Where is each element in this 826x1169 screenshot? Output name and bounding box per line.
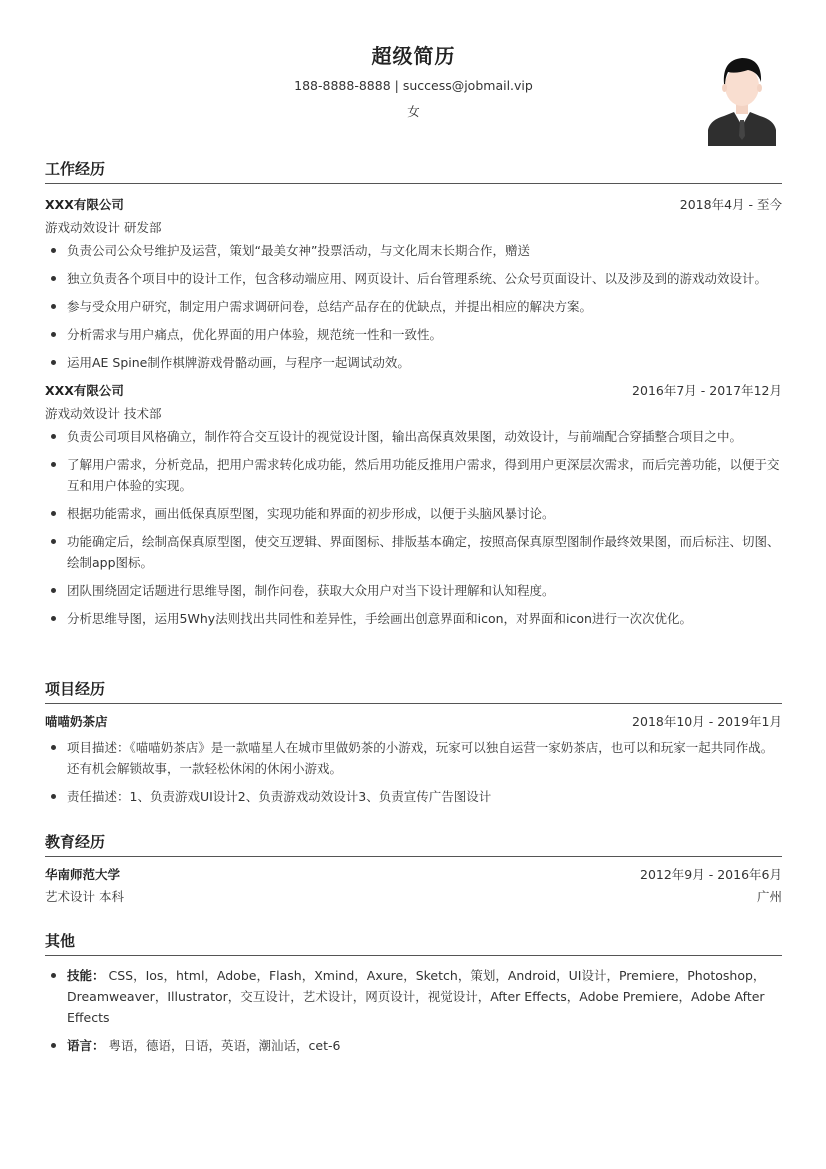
other-list (45, 965, 782, 1056)
work-entry (45, 380, 782, 629)
list-item: 功能确定后，绘制高保真原型图，使交互逻辑、界面图标、排版基本确定，按照高保真原型图制作最终效果图，而后标注、切图、绘制app图标。 (45, 531, 782, 573)
language-value: 粤语，德语，日语，英语，潮汕话，cet-6 (108, 1038, 341, 1053)
list-item: 责任描述：1、负责游戏UI设计2、负责游戏动效设计3、负责宣传广告图设计 (45, 786, 782, 807)
company-name: XXX有限公司 (45, 383, 124, 398)
projects-section-title: 项目经历 (45, 678, 782, 704)
work-bullet-list (45, 426, 782, 629)
contact-info: 188-8888-8888 | success@jobmail.vip (294, 78, 533, 93)
education-section-title: 教育经历 (45, 831, 782, 857)
education-major: 艺术设计 本科 (45, 889, 124, 904)
project-bullet-list (45, 737, 782, 807)
gender: 女 (407, 104, 420, 119)
skills-value: CSS，Ios，html，Adobe，Flash，Xmind，Axure，Sketch，策划，Android，UI设计，Premiere，Photoshop，Dreamweaver，Illustrator，交互设计，艺术设计，网页设计，视觉设计，After Effects，Adobe Premiere，Adobe After Effects (67, 968, 766, 1025)
education-section (45, 831, 782, 908)
education-period: 2012年9月 - 2016年6月 (640, 867, 782, 882)
work-role: 游戏动效设计 技术部 (45, 406, 162, 421)
project-period: 2018年10月 - 2019年1月 (632, 714, 782, 729)
list-item: 分析思维导图，运用5Why法则找出共同性和差异性，手绘画出创意界面和icon，对界面和icon进行一次次优化。 (45, 608, 782, 629)
list-item: 根据功能需求，画出低保真原型图，实现功能和界面的初步形成，以便于头脑风暴讨论。 (45, 503, 782, 524)
work-role: 游戏动效设计 研发部 (45, 220, 162, 235)
education-entry (45, 864, 782, 908)
list-item: 运用AE Spine制作棋牌游戏骨骼动画，与程序一起调试动效。 (45, 352, 782, 373)
list-item: 独立负责各个项目中的设计工作，包含移动端应用、网页设计、后台管理系统、公众号页面设计、以及涉及到的游戏动效设计。 (45, 268, 782, 289)
language-item (45, 1035, 782, 1056)
project-entry (45, 711, 782, 807)
school-name: 华南师范大学 (45, 867, 121, 882)
work-period: 2016年7月 - 2017年12月 (632, 383, 782, 398)
project-name: 喵喵奶茶店 (45, 714, 108, 729)
work-section-title: 工作经历 (45, 158, 782, 184)
other-section-title: 其他 (45, 930, 782, 956)
resume-page (45, 0, 782, 1053)
list-item: 了解用户需求，分析竞品，把用户需求转化成功能，然后用功能反推用户需求，得到用户更深层次需求，而后完善功能，以便于交互和用户体验的实现。 (45, 454, 782, 496)
work-entry (45, 194, 782, 373)
language-label: 语言： (67, 1038, 105, 1053)
projects-section (45, 678, 782, 814)
work-section (45, 158, 782, 636)
avatar-icon (704, 50, 780, 146)
skills-label: 技能： (67, 968, 105, 983)
education-location: 广州 (756, 889, 782, 904)
list-item: 负责公司项目风格确立，制作符合交互设计的视觉设计图，输出高保真效果图，动效设计，与前端配合穿插整合项目之中。 (45, 426, 782, 447)
resume-name: 超级简历 (371, 44, 456, 68)
list-item: 项目描述：《喵喵奶茶店》是一款喵星人在城市里做奶茶的小游戏，玩家可以独自运营一家奶茶店，也可以和玩家一起共同作战。还有机会解锁故事，一款轻松休闲的休闲小游戏。 (45, 737, 782, 779)
list-item: 团队围绕固定话题进行思维导图，制作问卷，获取大众用户对当下设计理解和认知程度。 (45, 580, 782, 601)
company-name: XXX有限公司 (45, 197, 124, 212)
other-section (45, 930, 782, 1063)
work-period: 2018年4月 - 至今 (679, 197, 782, 212)
skills-item (45, 965, 782, 1028)
resume-header (45, 0, 782, 140)
list-item: 分析需求与用户痛点，优化界面的用户体验，规范统一性和一致性。 (45, 324, 782, 345)
list-item: 负责公司公众号维护及运营，策划“最美女神”投票活动，与文化周末长期合作，赠送 (45, 240, 782, 261)
work-bullet-list (45, 240, 782, 373)
list-item: 参与受众用户研究，制定用户需求调研问卷，总结产品存在的优缺点，并提出相应的解决方案。 (45, 296, 782, 317)
